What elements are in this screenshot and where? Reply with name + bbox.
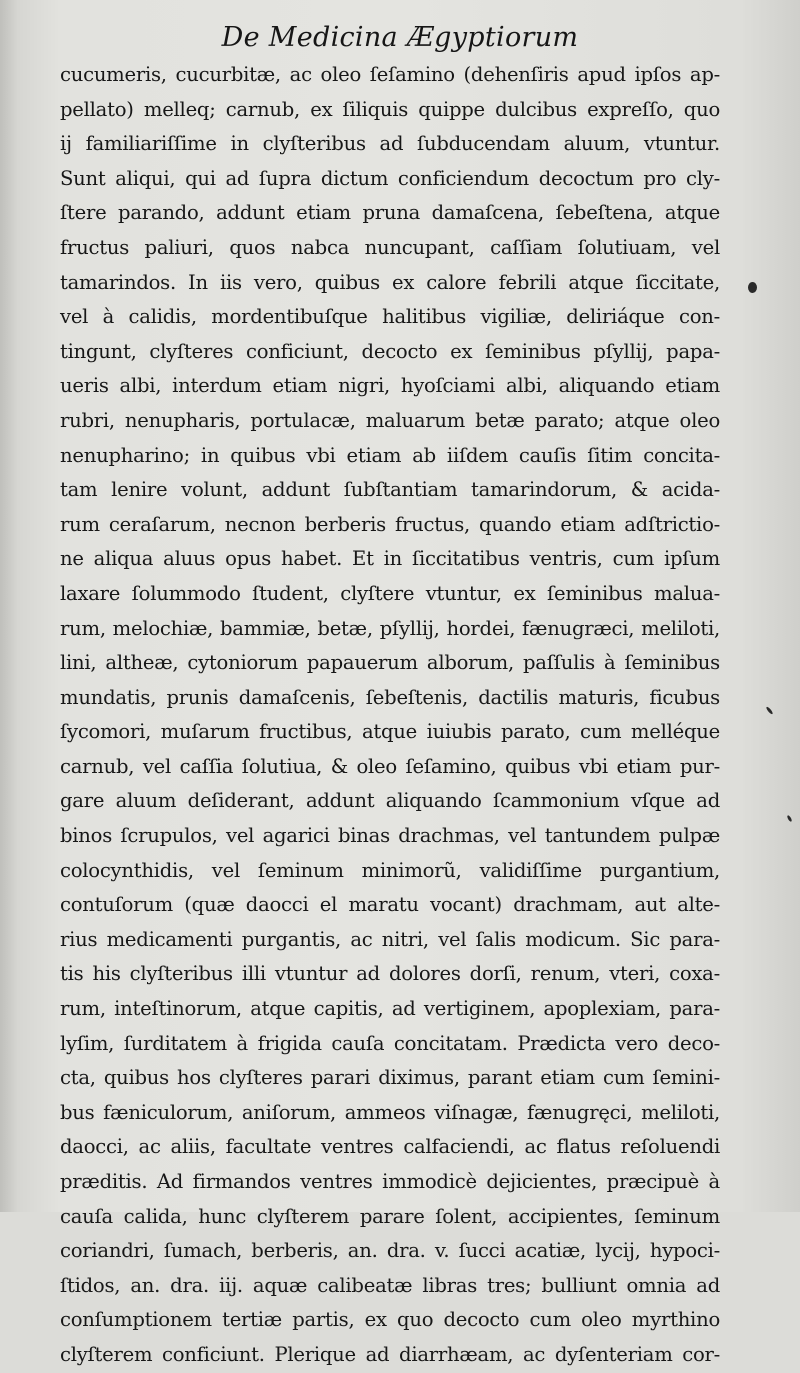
text-line: rum ceraſarum, necnon berberis fructus, quando etiam adſtrictio- <box>60 512 720 536</box>
text-line: coriandri, ſumach, berberis, an. dra. v. ſucci acatiæ, lycij, hypoci- <box>60 1239 720 1263</box>
text-line: lini, altheæ, cytoniorum papauerum alborum, paſſulis à ſeminibus <box>60 651 720 675</box>
text-line: ſycomori, muſarum fructibus, atque iuiubis parato, cum melléque <box>60 720 720 744</box>
text-line: rum, melochiæ, bammiæ, betæ, pſyllij, hordei, fænugræci, meliloti, <box>60 616 720 640</box>
text-line: cauſa calida, hunc clyſterem parare ſolent, accipientes, ſeminum <box>60 1204 720 1228</box>
text-line: gare aluum deſiderant, addunt aliquando ſcammonium vſque ad <box>60 789 720 813</box>
text-line: tamarindos. In iis vero, quibus ex calore febrili atque ſiccitate, <box>60 270 720 294</box>
text-line: tis his clyſteribus illi vtuntur ad dolores dorſi, renum, vteri, coxa- <box>60 962 720 986</box>
text-line: ueris albi, interdum etiam nigri, hyoſciami albi, aliquando etiam <box>60 374 720 398</box>
text-line: bus fæniculorum, aniſorum, ammeos viſnagæ, fænugręci, meliloti, <box>60 1100 720 1124</box>
text-line: daocci, ac aliis, facultate ventres calfaciendi, ac flatus reſoluendi <box>60 1135 720 1159</box>
text-line: ij familiariſſime in clyſteribus ad ſubducendam aluum, vtuntur. <box>60 132 720 156</box>
text-line: ſtidos, an. dra. iij. aquæ calibeatæ libras tres; bulliunt omnia ad <box>60 1273 720 1297</box>
text-line: colocynthidis, vel ſeminum minimorũ, validiſſime purgantium, <box>60 858 720 882</box>
text-line: cta, quibus hos clyſteres parari diximus, parant etiam cum ſemini- <box>60 1066 720 1090</box>
text-line: conſumptionem tertiæ partis, ex quo decocto cum oleo myrthino <box>60 1308 720 1332</box>
ink-speck <box>748 282 757 293</box>
text-line: ne aliqua aluus opus habet. Et in ſiccitatibus ventris, cum ipſum <box>60 547 720 571</box>
text-line: clyſterem conficiunt. Plerique ad diarrhæam, ac dyſenteriam cor- <box>60 1342 720 1366</box>
text-line: rum, inteſtinorum, atque capitis, ad vertiginem, apoplexiam, para- <box>60 997 720 1021</box>
text-line: mundatis, prunis damaſcenis, ſebeſtenis, dactilis maturis, ficubus <box>60 685 720 709</box>
ink-speck <box>786 815 792 823</box>
text-line: laxare ſolummodo ſtudent, clyſtere vtuntur, ex ſeminibus malua- <box>60 581 720 605</box>
text-line: rubri, nenupharis, portulacæ, maluarum betæ parato; atque oleo <box>60 408 720 432</box>
text-line: ſtere parando, addunt etiam pruna damaſcena, ſebeſtena, atque <box>60 201 720 225</box>
text-line: contuſorum (quæ daocci el maratu vocant) drachmam, aut alte- <box>60 893 720 917</box>
text-line: lyſim, ſurditatem à frigida cauſa concitatam. Prædicta vero deco- <box>60 1031 720 1055</box>
text-line: binos ſcrupulos, vel agarici binas drachmas, vel tantundem pulpæ <box>60 824 720 848</box>
running-head: De Medicina Ægyptiorum <box>221 22 579 53</box>
text-line: tingunt, clyſteres conficiunt, decocto ex ſeminibus pſyllij, papa- <box>60 339 720 363</box>
text-line: pellato) melleq; carnub, ex ſiliquis quippe dulcibus expreſſo, quo <box>60 97 720 121</box>
text-line: præditis. Ad firmandos ventres immodicè dejicientes, præcipuè à <box>60 1170 720 1193</box>
text-line: carnub, vel caſſia ſolutiua, & oleo ſeſamino, quibus vbi etiam pur- <box>60 754 720 778</box>
text-line: tam lenire volunt, addunt ſubſtantiam tamarindorum, & acida- <box>60 478 720 502</box>
ink-speck <box>765 706 773 715</box>
text-line: rius medicamenti purgantis, ac nitri, vel ſalis modicum. Sic para- <box>60 927 720 951</box>
text-line: fructus paliuri, quos nabca nuncupant, caſſiam ſolutiuam, vel <box>60 235 720 259</box>
text-line: cucumeris, cucurbitæ, ac oleo ſeſamino (dehenſiris apud ipſos ap- <box>60 63 720 86</box>
text-line: vel à calidis, mordentibuſque halitibus vigiliæ, deliriáque con- <box>60 305 720 329</box>
text-line: nenupharino; in quibus vbi etiam ab iiſdem cauſis ſitim concita- <box>60 443 720 467</box>
text-line: Sunt aliqui, qui ad ſupra dictum conficiendum decoctum pro cly- <box>60 166 720 190</box>
body-text <box>60 58 720 1373</box>
